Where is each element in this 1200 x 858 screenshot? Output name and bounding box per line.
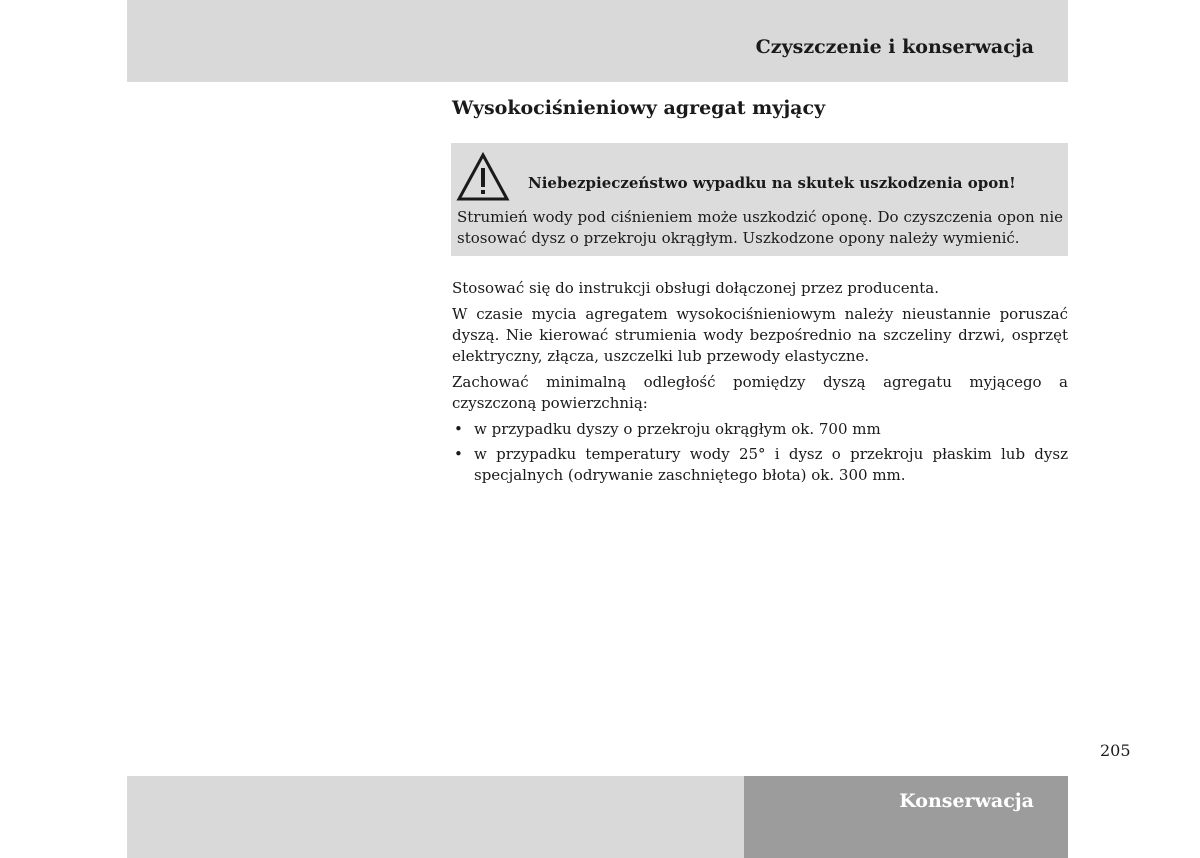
warning-body: Strumień wody pod ciśnieniem może uszkodzić oponę. Do czyszczenia opon nie stosować dysz o przekroju okrągłym. Uszkodzone opony należy wymienić. — [457, 208, 1063, 247]
page-number: 205 — [1100, 741, 1131, 760]
warning-box — [451, 143, 1068, 256]
footer-tab — [744, 776, 1068, 858]
distance-list — [452, 419, 1068, 486]
main-content — [452, 278, 1068, 490]
list-item — [452, 419, 1068, 440]
footer-tab-label: Konserwacja — [899, 790, 1034, 812]
bullet-icon: • — [454, 420, 463, 438]
paragraph: Zachować minimalną odległość pomiędzy dyszą agregatu myjącego a czyszczoną powierzchnią: — [452, 373, 1068, 412]
list-item-text: w przypadku dyszy o przekroju okrągłym ok. 700 mm — [474, 420, 881, 438]
warning-heading: Niebezpieczeństwo wypadku na skutek uszkodzenia opon! — [528, 174, 1016, 192]
header-band — [127, 0, 1068, 82]
bullet-icon: • — [454, 445, 463, 463]
section-title: Wysokociśnieniowy agregat myjący — [452, 97, 826, 119]
list-item-text: w przypadku temperatury wody 25° i dysz o przekroju płaskim lub dysz specjalnych (odrywanie zaschniętego błota) ok. 300 mm. — [474, 445, 1068, 484]
chapter-title: Czyszczenie i konserwacja — [755, 36, 1034, 58]
list-item — [452, 444, 1068, 486]
paragraph: Stosować się do instrukcji obsługi dołączonej przez producenta. — [452, 279, 939, 297]
warning-triangle-icon — [456, 152, 510, 202]
paragraph: W czasie mycia agregatem wysokociśnieniowym należy nieustannie poruszać dyszą. Nie kierować strumienia wody bezpośrednio na szczeliny drzwi, osprzęt elektryczny, złącza, uszczelki lub przewody elastyczne. — [452, 305, 1068, 365]
